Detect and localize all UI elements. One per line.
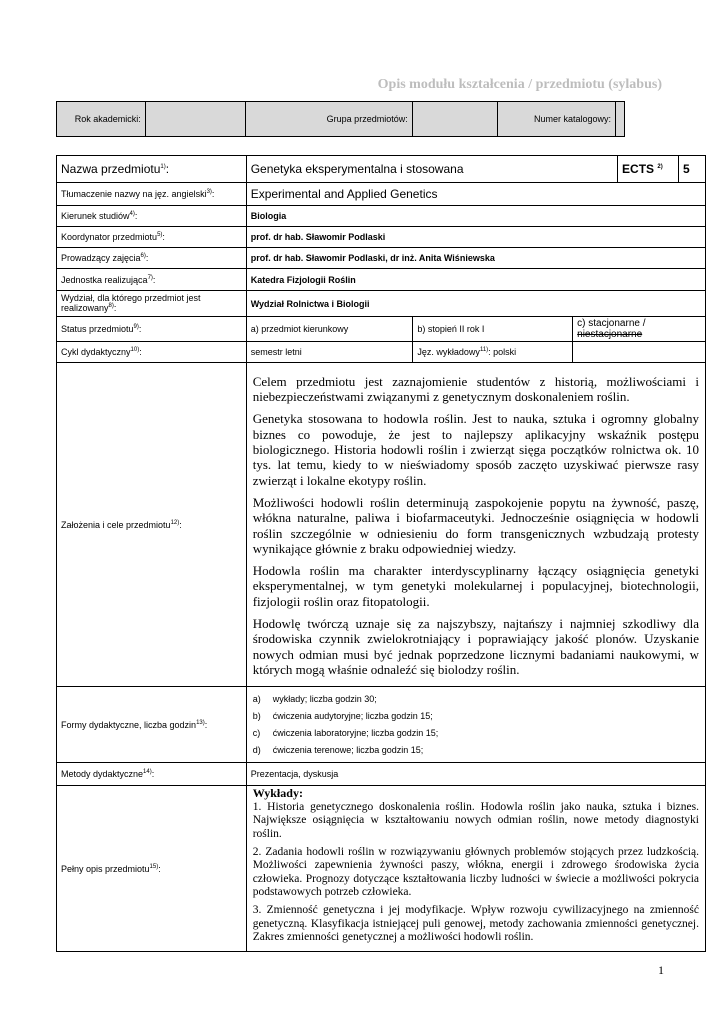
row-methods: [57, 763, 706, 786]
list-item: b) ćwiczenia audytoryjne; liczba godzin 15;: [252, 710, 433, 721]
page-number: 1: [658, 963, 664, 977]
forms-list-cell: [246, 687, 705, 763]
grupa-value: [412, 102, 498, 137]
lectures-heading: Wykłady:: [252, 786, 303, 800]
rok-label: Rok akademicki:: [57, 102, 146, 137]
status-label: Status przedmiotu$^{9)}$:: [57, 317, 247, 342]
goals-paragraph: Hodowlę twórczą uznaje się za najszybszy, najtańszy i najmniej szkodliwy dla środowiska czynnik zwielokrotniający i poprawiający jakość plonów. Uzyskanie nowych odmian musi być jednak poprzedzone licznymi badaniami naukowymi, w których mogą właśnie odnaleźć się biolodzy roślin.: [252, 616, 699, 678]
row-field: [57, 206, 706, 227]
cycle-value: semestr letni: [246, 342, 413, 363]
full-description-text: [246, 786, 705, 952]
faculty-value: Wydział Rolnictwa i Biologii: [246, 291, 705, 317]
status-mode-fulltime: c) stacjonarne /: [577, 317, 646, 329]
full-description-label: Pełny opis przedmiotu$^{15)}$:: [57, 786, 247, 952]
course-name-label: Nazwa przedmiotu$^{1)}$:: [57, 156, 247, 183]
goals-text: [246, 363, 705, 687]
methods-value: Prezentacja, dyskusja: [246, 763, 705, 786]
goals-paragraph: Możliwości hodowli roślin determinują zaspokojenie popytu na żywność, paszę, włókna naturalne, paliwa i biofarmaceutyki. Jednocześnie osiągnięcia w hodowli roślin szczególnie w odniesieniu do form transgenicznych wzbudzają protesty wynikające głównie z braku odpowiedniej wiedzy.: [252, 494, 699, 556]
description-paragraph: 2. Zadania hodowli roślin w rozwiązywaniu głównych problemów stojących przez ludzkością. Możliwości zapewnienia żywności paszy, włókna, energii i zdrowego środowiska życia człowieka. Prognozy dotyczące kształtowania liczby ludności w świecie a możliwości pokrycia podstawowych potrzeb człowieka.: [252, 845, 699, 898]
unit-label: Jednostka realizująca$^{7)}$:: [57, 269, 247, 291]
row-course-name: [57, 156, 706, 183]
row-faculty: [57, 291, 706, 317]
status-mode: [573, 317, 706, 342]
teachers-value: prof. dr hab. Sławomir Podlaski, dr inż. Anita Wiśniewska: [246, 248, 705, 269]
unit-value: Katedra Fizjologii Roślin: [246, 269, 705, 291]
row-forms: [57, 687, 706, 763]
coordinator-value: prof. dr hab. Sławomir Podlaski: [246, 227, 705, 248]
ects-value: 5: [679, 156, 706, 183]
coordinator-label: Koordynator przedmiotu$^{5)}$:: [57, 227, 247, 248]
list-item: c) ćwiczenia laboratoryjne; liczba godzin 15;: [252, 727, 439, 738]
cycle-empty: [573, 342, 706, 363]
faculty-label: Wydział, dla którego przedmiot jest realizowany$^{8)}$:: [57, 291, 247, 317]
row-translation: [57, 183, 706, 206]
row-coordinator: [57, 227, 706, 248]
field-value: Biologia: [246, 206, 705, 227]
translation-value: Experimental and Applied Genetics: [246, 183, 705, 206]
description-paragraph: 1. Historia genetycznego doskonalenia roślin. Hodowla roślin jako nauka, sztuka i biznes. Największe osiągnięcia w kształtowaniu nowych odmian roślin, nowe metody diagnostyki roślin.: [252, 800, 699, 840]
course-name-value: Genetyka eksperymentalna i stosowana: [246, 156, 617, 183]
goals-label: Założenia i cele przedmiotu$^{12)}$:: [57, 363, 247, 687]
translation-label: Tłumaczenie nazwy na jęz. angielski$^{3)}$:: [57, 183, 247, 206]
ects-label: ECTS $^{2)}$: [618, 156, 679, 183]
goals-paragraph: Hodowla roślin ma charakter interdyscyplinarny łączący osiągnięcia genetyki eksperymentalnej, w tym genetyki molekularnej i populacyjnej, biotechnologii, fizjologii roślin oraz fitopatologii.: [252, 563, 699, 609]
row-cycle: [57, 342, 706, 363]
forms-label: Formy dydaktyczne, liczba godzin$^{13)}$:: [57, 687, 247, 763]
row-teachers: [57, 248, 706, 269]
status-mode-parttime: niestacjonarne: [577, 329, 643, 340]
row-unit: [57, 269, 706, 291]
header-table: [56, 101, 625, 137]
numer-label: Numer katalogowy:: [498, 102, 616, 137]
rok-value: [145, 102, 245, 137]
language-value: Jęz. wykładowy$^{11)}$: polski: [413, 342, 573, 363]
cycle-label: Cykl dydaktyczny$^{10)}$:: [57, 342, 247, 363]
document-title: Opis modułu kształcenia / przedmiotu (sylabus): [377, 77, 662, 92]
list-item: d) ćwiczenia terenowe; liczba godzin 15;: [252, 744, 424, 755]
goals-paragraph: Celem przedmiotu jest zaznajomienie studentów z historią, możliwościami i niebezpieczeństwami związanymi z genetycznym doskonaleniem roślin.: [252, 373, 699, 404]
status-level: b) stopień II rok I: [413, 317, 573, 342]
row-goals: [57, 363, 706, 687]
goals-paragraph: Genetyka stosowana to hodowla roślin. Jest to nauka, sztuka i ogromny globalny biznes co powoduje, że jest to najlepszy aplikacyjny wskaźnik postępu biologicznego. Historia hodowli roślin i zwierząt sięga początków rolnictwa ok. 10 tys. lat temu, kiedy to w nieświadomy sposób zaczęto uzyskiwać pierwsze rasy zwierząt i lokalne ekotypy roślin.: [252, 411, 699, 488]
description-paragraph: 3. Zmienność genetyczna i jej modyfikacje. Wpływ rozwoju cywilizacyjnego na zmienność genetyczną. Klasyfikacja istniejącej puli genowej, metody zachowania zmienności genetycznej. Zakres zmienności genetycznej a możliwości hodowli roślin.: [252, 904, 699, 943]
grupa-label: Grupa przedmiotów:: [246, 102, 412, 137]
methods-label: Metody dydaktyczne$^{14)}$:: [57, 763, 247, 786]
list-item: a) wykłady; liczba godzin 30;: [252, 693, 377, 704]
numer-value: [616, 102, 625, 137]
row-status: [57, 317, 706, 342]
syllabus-table: [56, 155, 706, 952]
status-type: a) przedmiot kierunkowy: [246, 317, 413, 342]
field-label: Kierunek studiów$^{4)}$:: [57, 206, 247, 227]
row-full-description: [57, 786, 706, 952]
forms-list: [253, 691, 699, 759]
teachers-label: Prowadzący zajęcia$^{6)}$:: [57, 248, 247, 269]
